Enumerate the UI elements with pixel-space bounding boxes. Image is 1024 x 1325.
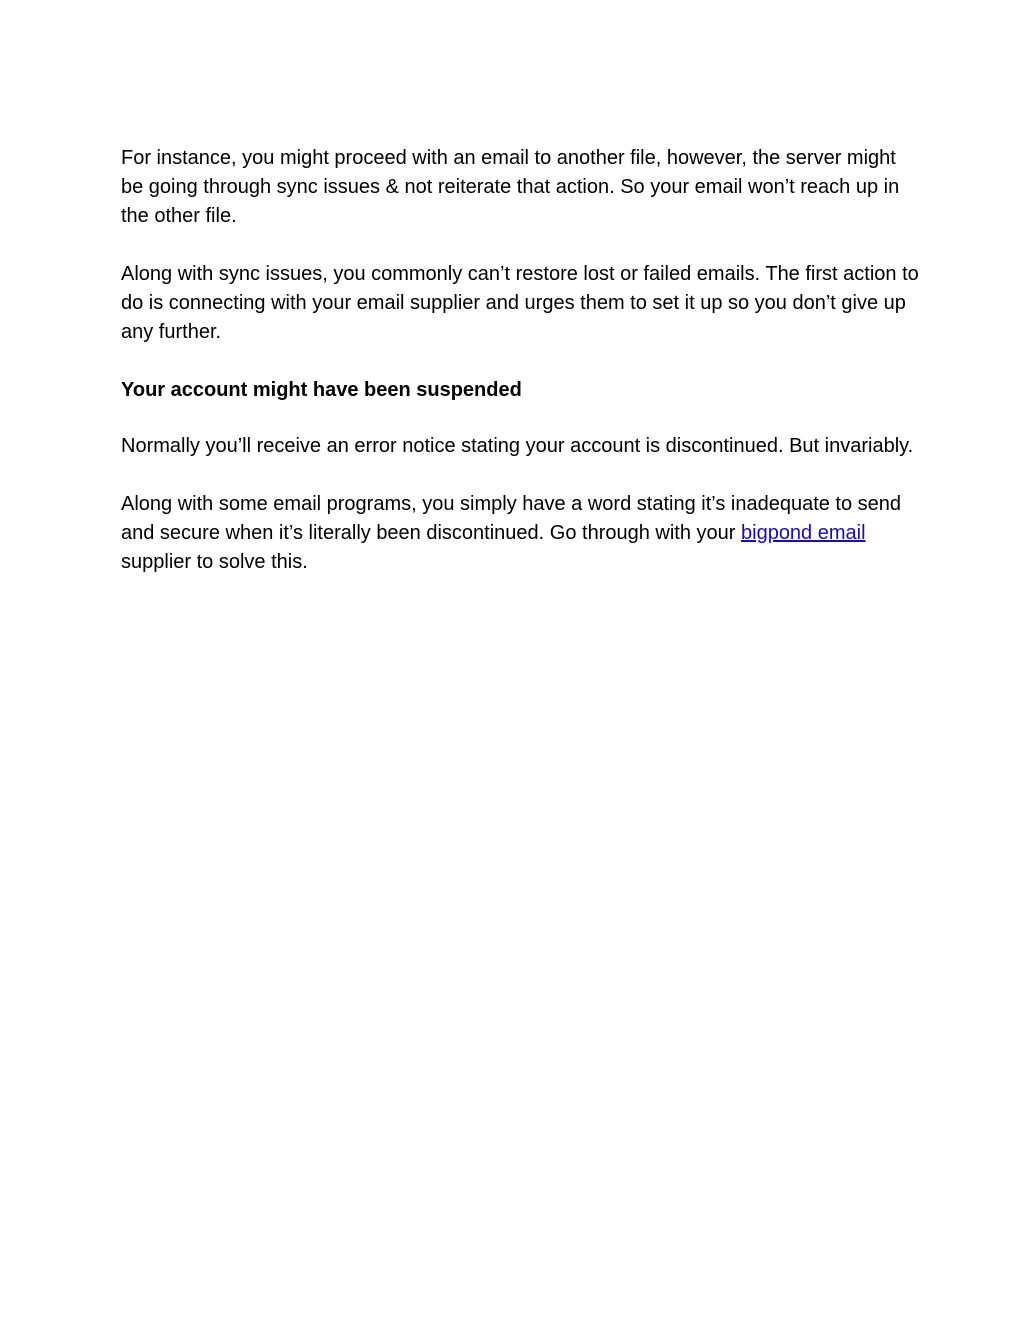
section-heading: Your account might have been suspended: [121, 379, 522, 401]
paragraph-final-text: supplier to solve this.: [121, 551, 308, 573]
bigpond-email-link[interactable]: bigpond email: [741, 522, 866, 544]
paragraph-email-programs: [121, 490, 921, 577]
paragraph-sync-issues: For instance, you might proceed with an email to another file, however, the server might be going through sync issues & not reiterate that action. So your email won’t reach up in the other file.: [121, 147, 900, 227]
document-page: [121, 144, 921, 606]
paragraph-error-notice: Normally you’ll receive an error notice stating your account is discontinued. But invariably.: [121, 435, 914, 457]
paragraph-restore-emails: Along with sync issues, you commonly can’t restore lost or failed emails. The first action to do is connecting with your email supplier and urges them to set it up so you don’t give up any further.: [121, 263, 919, 343]
paragraph-email-programs-text: Along with some email programs, you simply have a word stating it’s inadequate to send and secure when it’s literally been discontinued. Go through with your: [121, 493, 902, 544]
